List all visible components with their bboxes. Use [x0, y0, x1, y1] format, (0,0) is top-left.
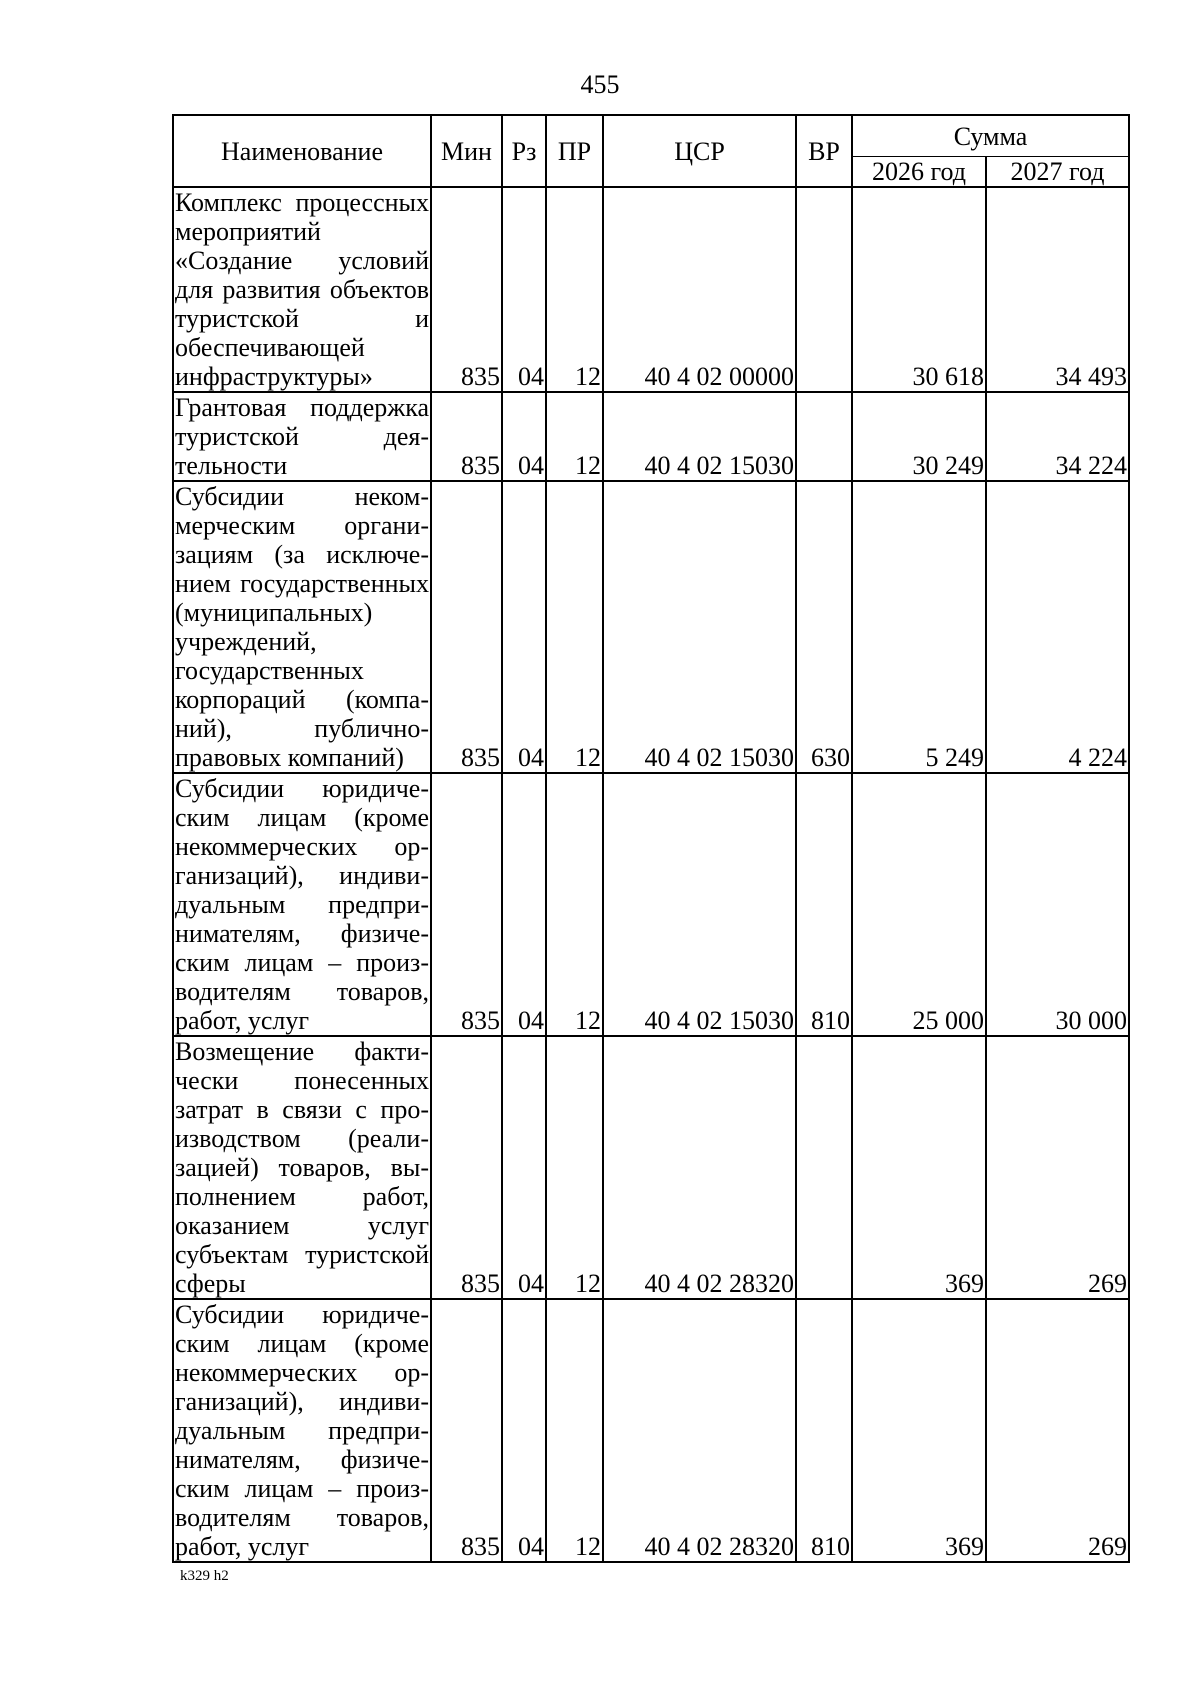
row-sum-2027: 269	[986, 1036, 1129, 1299]
page-number: 455	[580, 70, 620, 99]
row-name: Субсидии юридическим лицам (кроме некоммерческих организаций), индивидуальным предпринимателям, физическим лицам – производителям товаров, работ, услуг	[175, 1300, 429, 1561]
budget-table	[172, 114, 1130, 1563]
row-vr	[796, 187, 852, 392]
row-csr: 40 4 02 00000	[603, 187, 796, 392]
row-sum-2026: 25 000	[852, 773, 986, 1036]
table-row	[173, 1036, 1129, 1299]
header-csr: ЦСР	[603, 115, 796, 187]
row-name: Комплекс процессных мероприятий «Создание условий для развития объектов туристской и обеспечивающей инфраструктуры»	[175, 188, 429, 391]
row-sum-2026: 369	[852, 1036, 986, 1299]
row-rz: 04	[502, 1299, 546, 1562]
row-rz: 04	[502, 1036, 546, 1299]
header-year-2027: 2027 год	[986, 157, 1129, 188]
header-pr: ПР	[546, 115, 603, 187]
header-rz: Рз	[502, 115, 546, 187]
row-csr: 40 4 02 28320	[603, 1299, 796, 1562]
row-vr	[796, 392, 852, 481]
row-vr: 630	[796, 481, 852, 773]
header-min: Мин	[431, 115, 502, 187]
row-sum-2027: 269	[986, 1299, 1129, 1562]
table-row	[173, 392, 1129, 481]
footer-code: k329 h2	[180, 1568, 229, 1584]
row-min: 835	[431, 1299, 502, 1562]
row-csr: 40 4 02 28320	[603, 1036, 796, 1299]
header-sum: Сумма	[852, 115, 1129, 157]
row-sum-2026: 30 249	[852, 392, 986, 481]
row-csr: 40 4 02 15030	[603, 392, 796, 481]
row-sum-2026: 5 249	[852, 481, 986, 773]
row-sum-2027: 4 224	[986, 481, 1129, 773]
row-sum-2026: 369	[852, 1299, 986, 1562]
table-row	[173, 187, 1129, 392]
row-pr: 12	[546, 1036, 603, 1299]
row-csr: 40 4 02 15030	[603, 773, 796, 1036]
row-min: 835	[431, 1036, 502, 1299]
row-min: 835	[431, 481, 502, 773]
row-sum-2027: 34 224	[986, 392, 1129, 481]
row-name: Субсидии юридическим лицам (кроме некоммерческих организаций), индивидуальным предпринимателям, физическим лицам – производителям товаров, работ, услуг	[175, 774, 429, 1035]
row-vr	[796, 1036, 852, 1299]
row-name: Субсидии некоммерческим организациям (за исключением государственных (муниципальных) учреждений, государственных корпораций (компаний), публично-правовых компаний)	[175, 482, 429, 772]
header-name: Наименование	[173, 115, 431, 187]
header-year-2026: 2026 год	[852, 157, 986, 188]
row-name: Возмещение фактически понесенных затрат в связи с производством (реализацией) товаров, выполнением работ, оказанием услуг субъектам туристской сферы	[175, 1037, 429, 1298]
row-pr: 12	[546, 187, 603, 392]
header-vr: ВР	[796, 115, 852, 187]
row-sum-2027: 30 000	[986, 773, 1129, 1036]
table-header-row	[173, 115, 1129, 157]
row-sum-2027: 34 493	[986, 187, 1129, 392]
row-rz: 04	[502, 392, 546, 481]
row-sum-2026: 30 618	[852, 187, 986, 392]
row-pr: 12	[546, 392, 603, 481]
row-rz: 04	[502, 773, 546, 1036]
row-rz: 04	[502, 187, 546, 392]
row-pr: 12	[546, 481, 603, 773]
row-min: 835	[431, 187, 502, 392]
row-min: 835	[431, 392, 502, 481]
row-vr: 810	[796, 773, 852, 1036]
table-row	[173, 773, 1129, 1036]
row-vr: 810	[796, 1299, 852, 1562]
row-min: 835	[431, 773, 502, 1036]
row-pr: 12	[546, 1299, 603, 1562]
table-row	[173, 481, 1129, 773]
row-pr: 12	[546, 773, 603, 1036]
row-csr: 40 4 02 15030	[603, 481, 796, 773]
row-rz: 04	[502, 481, 546, 773]
row-name: Грантовая поддержка туристской деятельности	[175, 393, 429, 480]
table-row	[173, 1299, 1129, 1562]
